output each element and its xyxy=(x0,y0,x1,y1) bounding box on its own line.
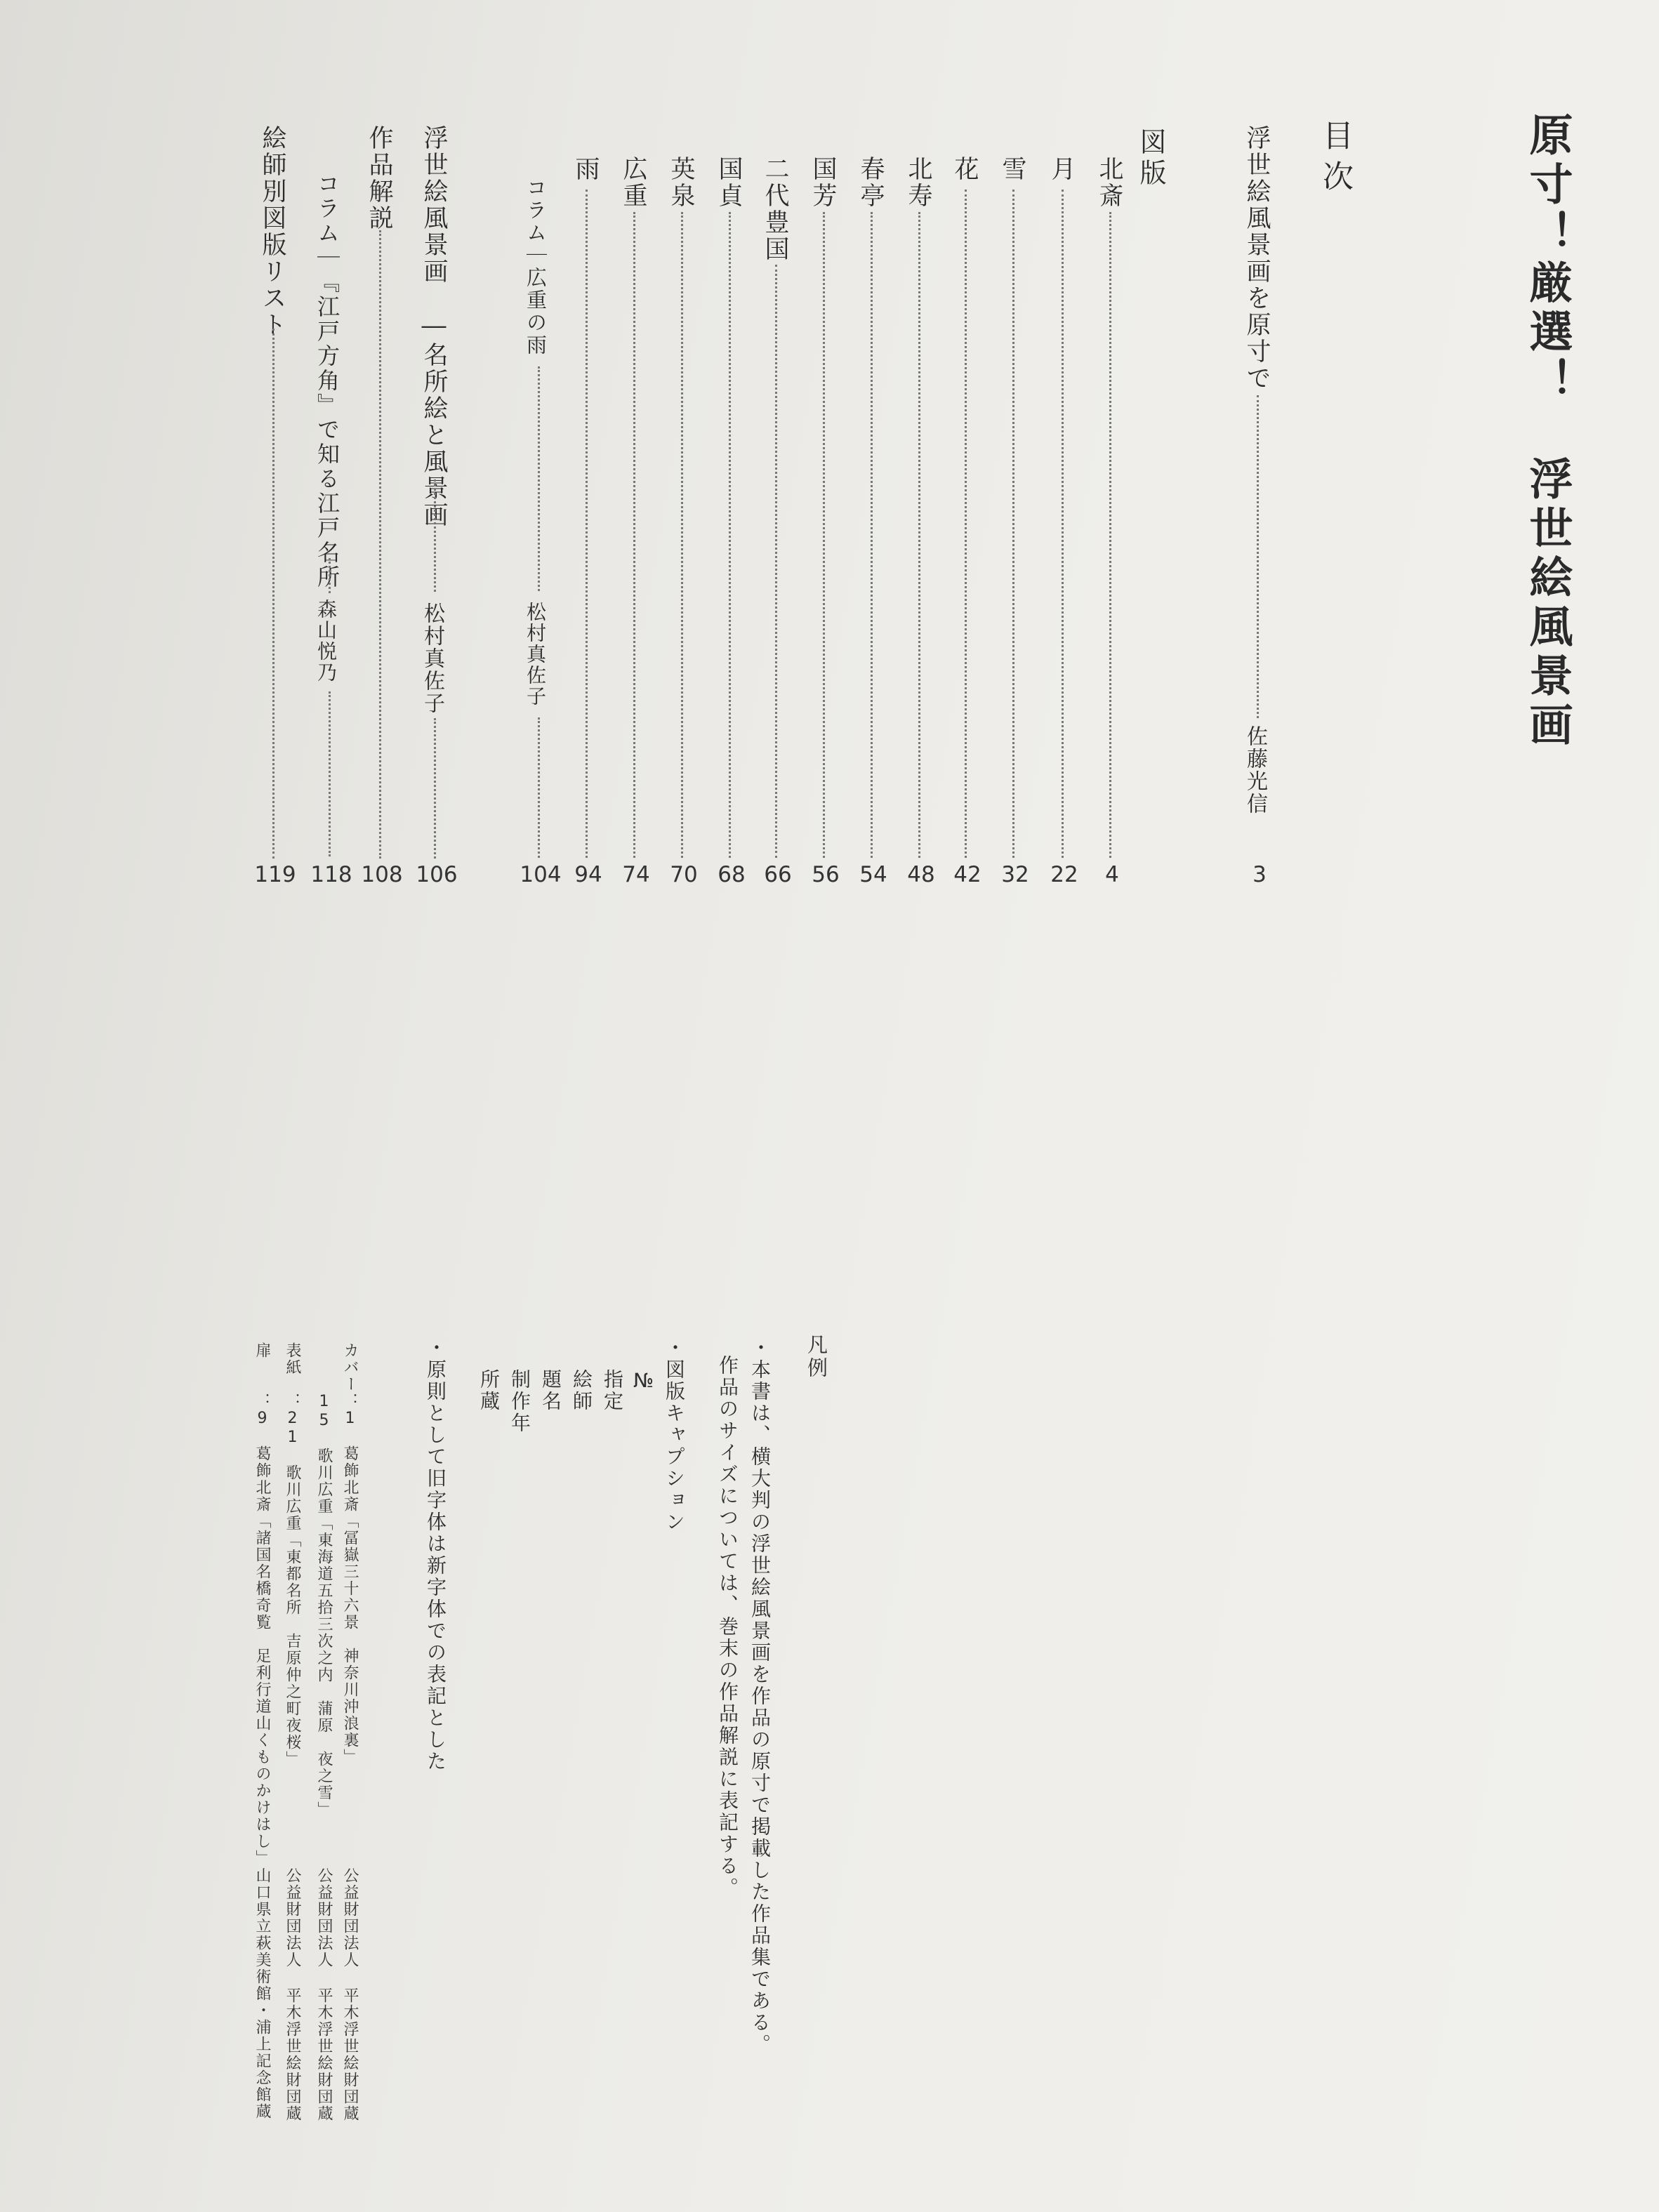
leader-dots xyxy=(681,212,683,858)
leader-dots xyxy=(775,265,777,858)
leader-dots xyxy=(918,212,920,858)
legend-caption-heading: ・図版キャプション xyxy=(663,1337,686,1533)
leader-dots xyxy=(379,230,381,859)
leader-dots xyxy=(538,366,540,591)
toc-entry-page: 94 xyxy=(574,862,602,887)
toc-entry-author: 森山悦乃 xyxy=(315,599,338,683)
toc-entry-label: 国貞 xyxy=(715,156,743,209)
toc-entry-page: 119 xyxy=(254,862,296,887)
leader-dots xyxy=(1062,190,1064,858)
cover-credit-text: 扉 ：9 葛飾北斎「諸国名橋奇覧 足利行道山くものかけはし」 xyxy=(253,1342,271,1867)
toc-entry-label: 作品解説 xyxy=(365,125,393,232)
toc-entry[interactable] xyxy=(621,156,652,935)
toc-entry-label: 浮世絵風景画を原寸で xyxy=(1243,125,1271,392)
toc-entry-page: 66 xyxy=(764,862,792,887)
cover-credit-owner: 山口県立萩美術館・浦上記念館蔵 xyxy=(253,1867,271,2120)
toc-entry-author: 松村真佐子 xyxy=(420,602,444,715)
toc-entry[interactable] xyxy=(416,125,458,904)
toc-entry[interactable] xyxy=(906,156,937,935)
toc-entry-label: 絵師別図版リスト xyxy=(258,125,286,338)
leader-dots xyxy=(965,190,967,858)
toc-entry-page: 68 xyxy=(718,862,746,887)
toc-entry-page: 106 xyxy=(416,862,458,887)
leader-dots xyxy=(633,212,635,858)
toc-entry-label: 北斎 xyxy=(1095,156,1123,209)
toc-entry[interactable] xyxy=(1000,156,1031,935)
leader-dots xyxy=(272,329,275,859)
leader-dots xyxy=(823,212,825,858)
toc-entry[interactable] xyxy=(858,156,889,935)
toc-entry[interactable] xyxy=(520,177,562,956)
toc-entry[interactable] xyxy=(254,125,296,904)
toc-heading: 目次 xyxy=(1317,119,1353,201)
toc-entry-page: 74 xyxy=(622,862,650,887)
toc-entry[interactable] xyxy=(361,125,403,904)
toc-entry[interactable] xyxy=(1244,125,1275,904)
cover-credit-text: カバー：1 葛飾北斎「冨嶽三十六景 神奈川沖浪裏」 xyxy=(341,1342,359,1766)
toc-entry-label: 春亭 xyxy=(857,156,885,209)
toc-entry[interactable] xyxy=(810,156,841,935)
cover-credit-text: 表紙 ：21 歌川広重「東都名所 吉原仲之町夜桜」 xyxy=(284,1342,301,1768)
toc-entry[interactable] xyxy=(1049,156,1080,935)
leader-dots xyxy=(434,718,436,859)
leader-dots xyxy=(1257,395,1259,718)
toc-entry-page: 70 xyxy=(670,862,698,887)
toc-entry[interactable] xyxy=(762,156,793,935)
legend-caption-item: 制作年 xyxy=(508,1369,531,1434)
toc-entry-label: コラム｜『江戸方角』で知る江戸名所 xyxy=(314,172,341,590)
toc-entry-label: 花 xyxy=(951,156,979,183)
leader-dots xyxy=(434,479,436,592)
figures-heading: 図版 xyxy=(1135,128,1166,190)
toc-entry[interactable] xyxy=(310,172,352,951)
legend-line-1: ・本書は、横大判の浮世絵風景画を作品の原寸で掲載した作品集である。 xyxy=(748,1337,772,2055)
toc-entry-label: 二代豊国 xyxy=(761,156,789,263)
toc-entry-page: 104 xyxy=(520,862,562,887)
legend-heading: 凡例 xyxy=(805,1334,828,1380)
legend-line-2: 作品のサイズについては、巻末の作品解説に表記する。 xyxy=(716,1355,739,1899)
toc-entry-page: 42 xyxy=(953,862,981,887)
toc-entry[interactable] xyxy=(1097,156,1128,935)
leader-dots xyxy=(1012,190,1014,858)
toc-entry-label: 雨 xyxy=(571,156,600,183)
toc-entry-page: 48 xyxy=(907,862,935,887)
leader-dots xyxy=(586,190,588,858)
book-title: 原寸！厳選！ 浮世絵風景画 xyxy=(1522,112,1573,751)
legend-caption-item: 絵師 xyxy=(570,1369,593,1412)
cover-credit-owner: 公益財団法人 平木浮世絵財団蔵 xyxy=(284,1867,301,2122)
leader-dots xyxy=(1109,212,1111,858)
toc-entry-label: 北寿 xyxy=(904,156,932,209)
toc-entry-page: 54 xyxy=(859,862,887,887)
toc-entry-page: 56 xyxy=(812,862,840,887)
toc-entry-page: 118 xyxy=(310,862,352,887)
toc-entry-label: コラム｜広重の雨 xyxy=(524,177,548,357)
toc-entry-label: 月 xyxy=(1047,156,1076,183)
cover-credit-owner: 公益財団法人 平木浮世絵財団蔵 xyxy=(315,1867,333,2122)
cover-credit-owner: 公益財団法人 平木浮世絵財団蔵 xyxy=(341,1867,359,2122)
toc-entry-page: 22 xyxy=(1050,862,1078,887)
legend-caption-item: 所蔵 xyxy=(477,1369,501,1412)
legend-caption-item: 指定 xyxy=(601,1369,624,1412)
toc-entry-label: 英泉 xyxy=(667,156,695,209)
toc-entry-label: 国芳 xyxy=(809,156,837,209)
toc-entry-page: 3 xyxy=(1252,862,1267,887)
toc-entry-author: 松村真佐子 xyxy=(524,602,547,707)
leader-dots xyxy=(538,717,540,858)
cover-credit-text: 15 歌川広重「東海道五拾三次之内 蒲原 夜之雪」 xyxy=(315,1342,333,1818)
toc-entry-page: 4 xyxy=(1105,862,1119,887)
toc-entry-page: 108 xyxy=(361,862,403,887)
leader-dots xyxy=(871,212,873,858)
toc-entry[interactable] xyxy=(952,156,983,935)
legend-note: ・原則として旧字体は新字体での表記とした xyxy=(424,1337,447,1773)
toc-entry-page: 32 xyxy=(1001,862,1029,887)
leader-dots xyxy=(729,212,731,858)
leader-dots xyxy=(329,558,331,593)
toc-entry-label: 雪 xyxy=(998,156,1026,183)
toc-entry-label: 広重 xyxy=(619,156,647,209)
toc-entry[interactable] xyxy=(573,156,604,935)
legend-caption-item: № xyxy=(632,1369,655,1394)
toc-entry[interactable] xyxy=(716,156,747,935)
toc-entry-author: 佐藤光信 xyxy=(1243,725,1267,815)
toc-entry[interactable] xyxy=(668,156,699,935)
legend-caption-item: 題名 xyxy=(539,1369,562,1412)
toc-entry-label: 浮世絵風景画 ―名所絵と風景画 xyxy=(420,125,448,529)
leader-dots xyxy=(329,691,331,856)
